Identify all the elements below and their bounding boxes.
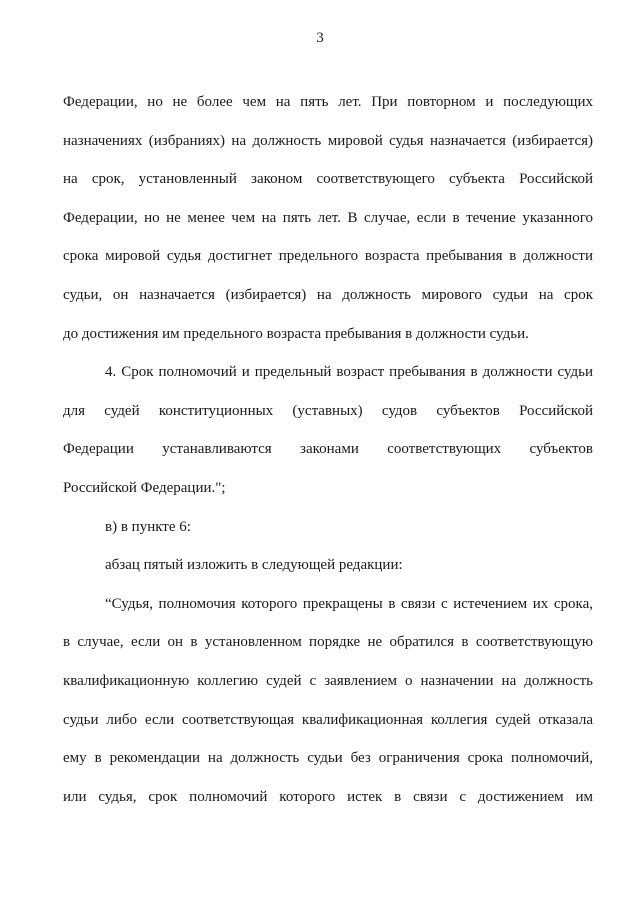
text-line: абзац пятый изложить в следующей редакции: <box>105 557 403 574</box>
text-line: срока мировой судья достигнет предельного возраста пребывания в должности <box>63 248 593 265</box>
text-line: или судья, срок полномочий которого истек в связи с достижением им <box>63 788 593 805</box>
text-line: судьи, он назначается (избирается) на должность мирового судьи на срок <box>63 286 593 303</box>
text-line: до достижения им предельного возраста пребывания в должности судьи. <box>63 325 529 342</box>
text-line: Федерации, но не менее чем на пять лет. В случае, если в течение указанного <box>63 209 593 226</box>
text-line: Российской Федерации."; <box>63 479 226 496</box>
paragraph-point-4 <box>63 353 593 507</box>
text-line: для судей конституционных (уставных) судов субъектов Российской <box>63 402 593 419</box>
text-line: назначениях (избраниях) на должность мировой судья назначается (избирается) <box>63 132 593 149</box>
text-line: Федерации, но не более чем на пять лет. При повторном и последующих <box>63 94 593 110</box>
text-line: Федерации устанавливаются законами соответствующих субъектов <box>63 441 593 458</box>
text-line: квалификационную коллегию судей с заявлением о назначении на должность <box>63 672 593 689</box>
text-line: 4. Срок полномочий и предельный возраст пребывания в должности судьи <box>105 364 593 381</box>
page-number: 3 <box>316 30 324 46</box>
document-body <box>63 83 593 816</box>
text-line: судьи либо если соответствующая квалификационная коллегия судей отказала <box>63 711 593 728</box>
text-line: ему в рекомендации на должность судьи без ограничения срока полномочий, <box>63 750 593 767</box>
text-line: на срок, установленный законом соответствующего субъекта Российской <box>63 171 593 188</box>
paragraph-term-of-office <box>63 83 593 353</box>
paragraph-subpoint-v <box>63 508 593 547</box>
paragraph-quoted-text <box>63 585 593 817</box>
text-line: “Судья, полномочия которого прекращены в связи с истечением их срока, <box>105 595 593 612</box>
paragraph-amendment-intro <box>63 546 593 585</box>
text-line: в) в пункте 6: <box>105 518 191 535</box>
text-line: в случае, если он в установленном порядке не обратился в соответствующую <box>63 634 593 651</box>
